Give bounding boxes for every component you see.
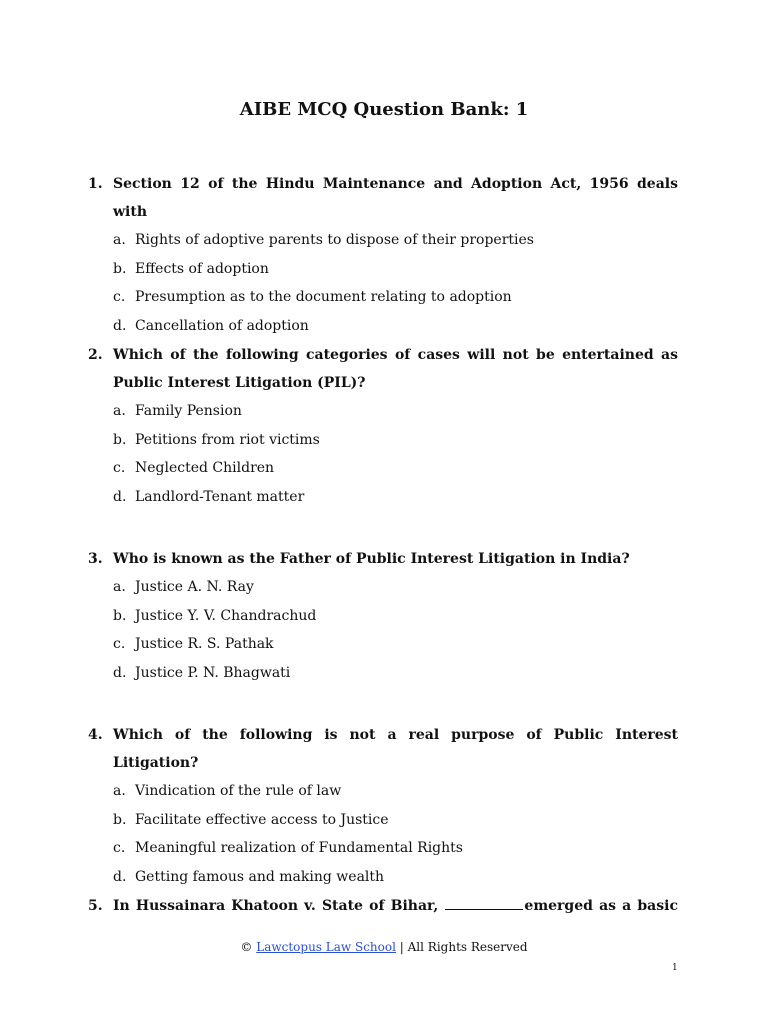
option-text: Neglected Children xyxy=(135,460,275,477)
page-title: AIBE MCQ Question Bank: 1 xyxy=(239,99,529,120)
option-a xyxy=(113,573,678,602)
question-5 xyxy=(88,892,678,920)
option-letter: b. xyxy=(113,811,127,828)
option-letter: a. xyxy=(113,403,126,419)
option-list xyxy=(88,397,678,511)
question-stem xyxy=(88,170,678,226)
question-number: 2. xyxy=(88,347,103,363)
option-letter: d. xyxy=(113,317,127,334)
option-a xyxy=(113,777,678,806)
question-stem xyxy=(88,892,678,920)
option-letter: a. xyxy=(113,783,126,799)
option-text: Getting famous and making wealth xyxy=(135,868,385,885)
option-letter: a. xyxy=(113,232,126,248)
option-b xyxy=(113,806,678,835)
question-text: Section 12 of the Hindu Maintenance and Adoption Act, 1956 deals with xyxy=(113,176,678,220)
question-number: 4. xyxy=(88,727,103,743)
option-letter: c. xyxy=(113,289,126,306)
option-letter: b. xyxy=(113,431,127,448)
option-letter: c. xyxy=(113,460,126,477)
option-letter: d. xyxy=(113,488,127,505)
option-letter: c. xyxy=(113,636,126,653)
option-letter: b. xyxy=(113,607,127,624)
fill-in-blank xyxy=(445,895,523,910)
option-text: Rights of adoptive parents to dispose of their properties xyxy=(135,232,534,248)
option-c xyxy=(113,454,678,483)
option-c xyxy=(113,283,678,312)
question-text: Which of the following is not a real purpose of Public Interest Litigation? xyxy=(113,727,678,771)
option-text: Justice Y. V. Chandrachud xyxy=(135,607,317,624)
option-d xyxy=(113,659,678,688)
option-letter: d. xyxy=(113,868,127,885)
question-number: 1. xyxy=(88,176,103,192)
option-c xyxy=(113,630,678,659)
option-d xyxy=(113,483,678,512)
lawctopus-link[interactable]: Lawctopus Law School xyxy=(256,940,396,954)
option-a xyxy=(113,397,678,426)
option-text: Justice P. N. Bhagwati xyxy=(135,664,291,681)
question-stem xyxy=(88,721,678,777)
option-b xyxy=(113,602,678,631)
option-list xyxy=(88,573,678,687)
question-number: 3. xyxy=(88,551,103,567)
option-text: Justice R. S. Pathak xyxy=(135,636,274,653)
option-text: Cancellation of adoption xyxy=(135,317,309,334)
question-text-end: emerged as a basic xyxy=(524,898,678,914)
option-c xyxy=(113,834,678,863)
rights-text: | All Rights Reserved xyxy=(399,940,528,954)
question-number: 5. xyxy=(88,898,103,914)
question-text: Who is known as the Father of Public Interest Litigation in India? xyxy=(113,551,630,567)
option-list xyxy=(88,226,678,340)
question-text-start: In Hussainara Khatoon v. State of Bihar, xyxy=(113,898,439,914)
option-text: Landlord-Tenant matter xyxy=(135,488,305,505)
option-b xyxy=(113,426,678,455)
question-stem xyxy=(88,545,678,573)
option-list xyxy=(88,777,678,891)
option-text: Petitions from riot victims xyxy=(135,431,320,448)
option-text: Effects of adoption xyxy=(135,260,269,277)
option-letter: d. xyxy=(113,664,127,681)
option-text: Justice A. N. Ray xyxy=(135,579,254,595)
option-b xyxy=(113,255,678,284)
option-letter: b. xyxy=(113,260,127,277)
question-1 xyxy=(88,170,678,340)
option-text: Vindication of the rule of law xyxy=(135,783,342,799)
page-footer xyxy=(0,940,768,954)
option-text: Family Pension xyxy=(135,403,242,419)
option-a xyxy=(113,226,678,255)
question-text xyxy=(113,892,678,920)
option-letter: a. xyxy=(113,579,126,595)
question-4 xyxy=(88,721,678,891)
copyright-symbol: © xyxy=(240,940,253,954)
option-letter: c. xyxy=(113,840,126,857)
question-2 xyxy=(88,341,678,511)
option-text: Facilitate effective access to Justice xyxy=(135,811,389,828)
question-stem xyxy=(88,341,678,397)
option-d xyxy=(113,863,678,892)
option-text: Meaningful realization of Fundamental Rights xyxy=(135,840,463,857)
option-d xyxy=(113,312,678,341)
question-text: Which of the following categories of cases will not be entertained as Public Interest Litigation (PIL)? xyxy=(113,347,678,391)
question-3 xyxy=(88,545,678,687)
page-number: 1 xyxy=(672,963,678,973)
option-text: Presumption as to the document relating to adoption xyxy=(135,289,512,306)
